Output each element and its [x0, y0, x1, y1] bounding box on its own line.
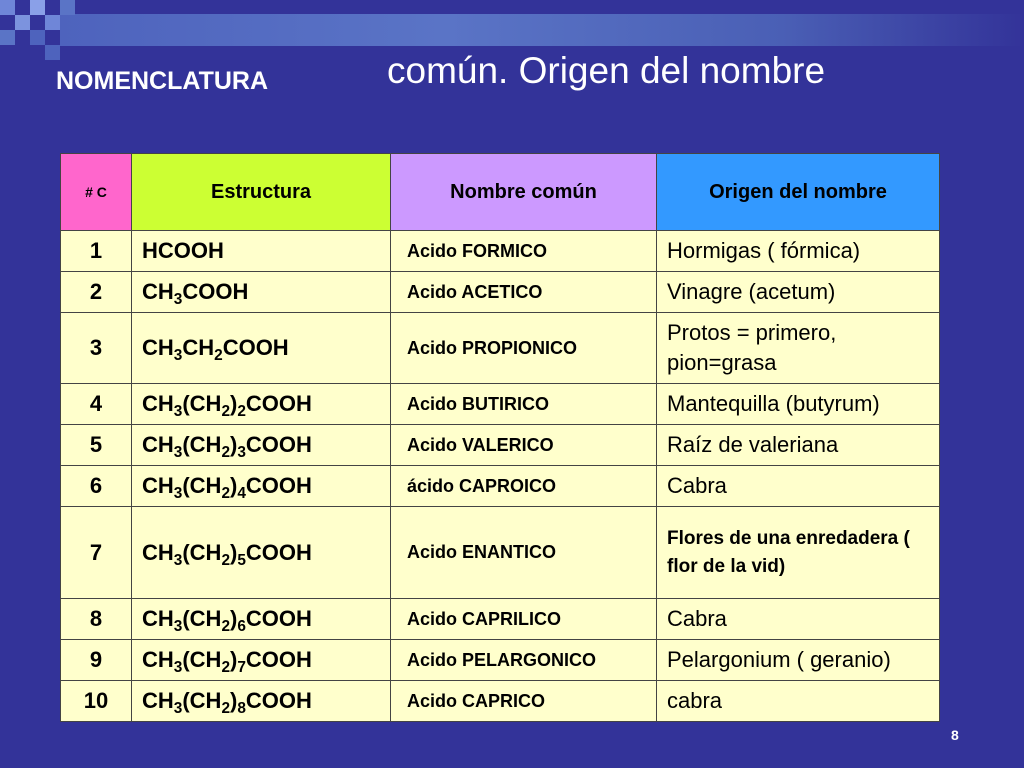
- formula-part: CH: [142, 647, 174, 672]
- formula-part: CH: [142, 606, 174, 631]
- carbon-count: 10: [61, 681, 132, 722]
- carbon-count: 6: [61, 466, 132, 507]
- formula-part: COOH: [222, 335, 289, 360]
- formula-subscript: 2: [214, 347, 223, 364]
- formula-subscript: 2: [221, 444, 231, 461]
- name-origin: Protos = primero, pion=grasa: [657, 313, 940, 384]
- carbon-count: 3: [61, 313, 132, 384]
- common-name: Acido CAPRICO: [391, 681, 657, 722]
- common-name: Acido PROPIONICO: [391, 313, 657, 384]
- formula-part: CH: [142, 473, 174, 498]
- formula-subscript: 2: [221, 618, 231, 635]
- formula-subscript: 6: [237, 618, 246, 635]
- formula-part: (CH: [182, 539, 222, 565]
- formula-part: COOH: [245, 391, 312, 416]
- formula-part: COOH: [245, 688, 312, 713]
- formula-part: COOH: [245, 432, 312, 457]
- formula-part: COOH: [245, 473, 312, 498]
- structure-formula: [132, 640, 391, 681]
- deco-square: [30, 0, 45, 15]
- table-header-row: [61, 154, 940, 231]
- title-bar-decoration: [60, 14, 1024, 46]
- common-name: Acido ACETICO: [391, 272, 657, 313]
- formula-subscript: 4: [237, 485, 246, 502]
- carbon-count: 5: [61, 425, 132, 466]
- table-row: [61, 384, 940, 425]
- deco-square: [0, 30, 15, 45]
- formula-part: ): [230, 391, 238, 416]
- formula-part: (CH: [182, 473, 222, 498]
- formula-subscript: 3: [173, 659, 183, 676]
- structure-formula: [132, 272, 391, 313]
- common-name: Acido ENANTICO: [391, 507, 657, 599]
- formula-part: (CH: [182, 432, 222, 457]
- formula-part: COOH: [245, 539, 312, 565]
- formula-part: CH: [142, 688, 174, 713]
- formula-part: ): [230, 647, 238, 672]
- common-name: Acido FORMICO: [391, 231, 657, 272]
- header-carbons: # C: [61, 154, 132, 231]
- structure-formula: [132, 384, 391, 425]
- formula-subscript: 2: [221, 700, 231, 717]
- name-origin: Cabra: [657, 466, 940, 507]
- table-row: [61, 507, 940, 599]
- formula-subscript: 3: [173, 403, 183, 420]
- title-rest: común. Origen del nombre: [387, 50, 826, 91]
- structure-formula: [132, 231, 391, 272]
- formula-part: CH: [182, 335, 215, 360]
- table-body: [61, 231, 940, 722]
- structure-formula: [132, 681, 391, 722]
- deco-square: [45, 15, 60, 30]
- carbon-count: 1: [61, 231, 132, 272]
- name-origin: Raíz de valeriana: [657, 425, 940, 466]
- table-row: [61, 425, 940, 466]
- carbon-count: 8: [61, 599, 132, 640]
- formula-part: (CH: [182, 647, 222, 672]
- formula-part: (CH: [182, 391, 222, 416]
- table-row: [61, 599, 940, 640]
- table-row: [61, 640, 940, 681]
- formula-part: (CH: [182, 606, 222, 631]
- formula-part: CH: [142, 279, 174, 304]
- acids-table: [60, 153, 940, 722]
- structure-formula: [132, 507, 391, 599]
- formula-subscript: 5: [237, 551, 246, 569]
- common-name: Acido CAPRILICO: [391, 599, 657, 640]
- formula-subscript: 2: [221, 403, 231, 420]
- formula-part: CH: [142, 335, 174, 360]
- formula-part: ): [230, 432, 238, 457]
- formula-subscript: 3: [237, 444, 246, 461]
- table-row: [61, 681, 940, 722]
- structure-formula: [132, 466, 391, 507]
- carbon-count: 4: [61, 384, 132, 425]
- structure-formula: [132, 425, 391, 466]
- header-common-name: Nombre común: [391, 154, 657, 231]
- formula-part: COOH: [245, 647, 312, 672]
- formula-subscript: 3: [173, 485, 183, 502]
- formula-subscript: 3: [173, 347, 183, 364]
- header-structure: Estructura: [132, 154, 391, 231]
- table-row: [61, 272, 940, 313]
- structure-formula: [132, 599, 391, 640]
- formula-subscript: 3: [173, 618, 183, 635]
- table-row: [61, 466, 940, 507]
- common-name: Acido BUTIRICO: [391, 384, 657, 425]
- formula-subscript: 7: [237, 659, 246, 676]
- formula-subscript: 3: [173, 551, 183, 569]
- title-bold: NOMENCLATURA: [56, 67, 269, 95]
- page-number: 8: [951, 727, 959, 743]
- formula-part: CH: [142, 391, 174, 416]
- deco-square: [45, 45, 60, 60]
- name-origin: Vinagre (acetum): [657, 272, 940, 313]
- table-row: [61, 313, 940, 384]
- formula-subscript: 2: [221, 659, 231, 676]
- formula-subscript: 2: [221, 485, 231, 502]
- name-origin: Cabra: [657, 599, 940, 640]
- formula-part: ): [230, 606, 238, 631]
- formula-part: ): [230, 539, 238, 565]
- name-origin: Hormigas ( fórmica): [657, 231, 940, 272]
- formula-part: ): [230, 473, 238, 498]
- formula-part: COOH: [182, 279, 249, 304]
- carbon-count: 7: [61, 507, 132, 599]
- deco-square: [60, 0, 75, 15]
- formula-part: (CH: [182, 688, 222, 713]
- name-origin: cabra: [657, 681, 940, 722]
- formula-subscript: 8: [237, 700, 246, 717]
- deco-square: [0, 0, 15, 15]
- common-name: Acido PELARGONICO: [391, 640, 657, 681]
- name-origin: Mantequilla (butyrum): [657, 384, 940, 425]
- name-origin: Flores de una enredadera ( flor de la vid): [657, 507, 940, 599]
- carbon-count: 2: [61, 272, 132, 313]
- formula-subscript: 2: [237, 403, 246, 420]
- formula-subscript: 2: [221, 551, 231, 569]
- structure-formula: [132, 313, 391, 384]
- formula-part: COOH: [245, 606, 312, 631]
- formula-subscript: 3: [173, 444, 183, 461]
- formula-part: HCOOH: [142, 238, 224, 263]
- name-origin: Pelargonium ( geranio): [657, 640, 940, 681]
- formula-part: ): [230, 688, 238, 713]
- common-name: ácido CAPROICO: [391, 466, 657, 507]
- deco-square: [15, 15, 30, 30]
- formula-part: CH: [142, 432, 174, 457]
- formula-subscript: 3: [173, 700, 183, 717]
- formula-subscript: 3: [173, 291, 183, 308]
- table-row: [61, 231, 940, 272]
- formula-part: CH: [142, 539, 174, 565]
- carbon-count: 9: [61, 640, 132, 681]
- common-name: Acido VALERICO: [391, 425, 657, 466]
- header-name-origin: Origen del nombre: [657, 154, 940, 231]
- deco-square: [30, 30, 45, 45]
